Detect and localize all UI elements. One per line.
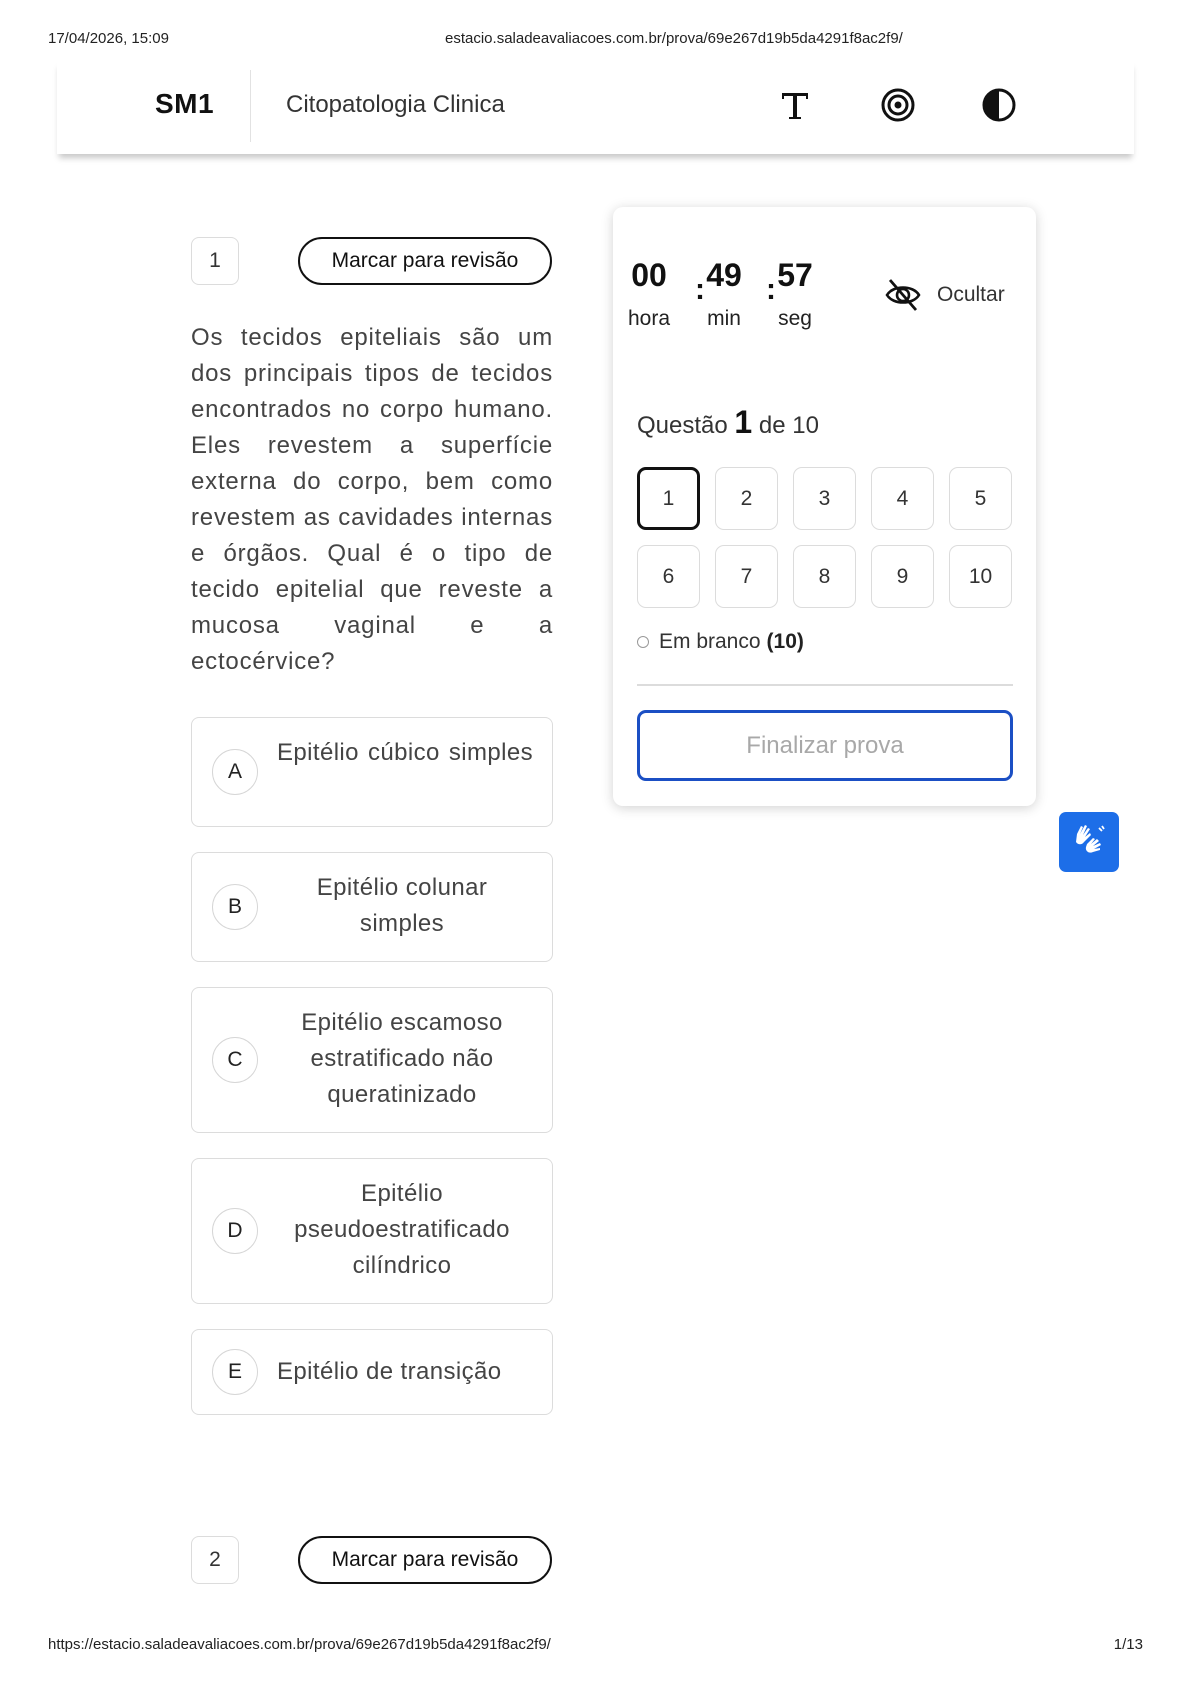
legend-blank xyxy=(637,630,804,654)
progress-suffix: de 10 xyxy=(758,412,819,439)
option-d[interactable] xyxy=(191,1158,553,1304)
panel-divider xyxy=(637,684,1013,686)
option-letter: A xyxy=(212,749,258,795)
option-a[interactable] xyxy=(191,717,553,827)
exam-panel xyxy=(613,207,1036,806)
nav-question-4[interactable]: 4 xyxy=(871,467,934,530)
print-page-indicator: 1/13 xyxy=(1113,1636,1143,1653)
option-text: Epitélio de transição xyxy=(277,1358,502,1385)
libras-button[interactable] xyxy=(1059,812,1119,872)
timer-seconds: 57 xyxy=(777,257,813,293)
font-size-icon xyxy=(778,88,812,122)
app-header xyxy=(57,60,1134,154)
nav-question-6[interactable]: 6 xyxy=(637,545,700,608)
blank-dot-icon xyxy=(637,636,649,648)
question-number: 2 xyxy=(191,1536,239,1584)
brand-logo: SM1 xyxy=(155,88,215,119)
option-letter: C xyxy=(212,1037,258,1083)
option-letter: D xyxy=(212,1208,258,1254)
legend-label: Em branco xyxy=(659,630,761,653)
timer-minutes-label: min xyxy=(707,307,741,330)
focus-mode-button[interactable] xyxy=(875,82,921,128)
option-c[interactable] xyxy=(191,987,553,1133)
print-datetime: 17/04/2026, 15:09 xyxy=(48,30,169,47)
nav-question-9[interactable]: 9 xyxy=(871,545,934,608)
mark-review-button[interactable]: Marcar para revisão xyxy=(298,1536,552,1584)
question-text: Os tecidos epiteliais são um dos principais tipos de tecidos encontrados no corpo humano. Eles revestem a superfície externa do corpo, bem como revestem as cavidades internas e órgãos. Qual é o tipo de tecido epitelial que reveste a mucosa vaginal e a ectocérvice? xyxy=(191,324,553,675)
question-progress xyxy=(637,404,819,441)
nav-question-2[interactable]: 2 xyxy=(715,467,778,530)
contrast-button[interactable] xyxy=(976,82,1022,128)
timer-separator: : xyxy=(766,273,776,306)
option-text: Epitélio pseudoestratificado cilíndrico xyxy=(294,1180,510,1279)
timer-minutes: 49 xyxy=(706,257,742,293)
option-text: Epitélio escamoso estratificado não queratinizado xyxy=(301,1009,503,1108)
timer-hours-label: hora xyxy=(627,307,671,330)
hide-timer-label: Ocultar xyxy=(937,283,1005,306)
nav-question-3[interactable]: 3 xyxy=(793,467,856,530)
font-size-button[interactable] xyxy=(772,82,818,128)
progress-prefix: Questão xyxy=(637,412,728,439)
mark-review-button[interactable]: Marcar para revisão xyxy=(298,237,552,285)
sign-language-hands-icon xyxy=(1069,822,1109,862)
option-letter: B xyxy=(212,884,258,930)
timer-separator: : xyxy=(695,273,705,306)
option-text: Epitélio cúbico simples xyxy=(277,739,533,766)
option-text: Epitélio colunar simples xyxy=(316,874,488,937)
nav-question-10[interactable]: 10 xyxy=(949,545,1012,608)
course-title: Citopatologia Clinica xyxy=(286,91,505,118)
print-url-top: estacio.saladeavaliacoes.com.br/prova/69e267d19b5da4291f8ac2f9/ xyxy=(445,30,903,47)
question-number: 1 xyxy=(191,237,239,285)
hide-timer-button[interactable] xyxy=(883,273,1005,317)
print-url-bottom: https://estacio.saladeavaliacoes.com.br/prova/69e267d19b5da4291f8ac2f9/ xyxy=(48,1636,551,1653)
target-icon xyxy=(880,87,916,123)
option-e[interactable] xyxy=(191,1329,553,1415)
option-letter: E xyxy=(212,1349,258,1395)
nav-question-8[interactable]: 8 xyxy=(793,545,856,608)
header-divider xyxy=(250,70,251,142)
timer-hours: 00 xyxy=(631,257,667,293)
nav-question-1[interactable]: 1 xyxy=(637,467,700,530)
contrast-icon xyxy=(981,87,1017,123)
finish-exam-button[interactable]: Finalizar prova xyxy=(637,710,1013,781)
option-b[interactable] xyxy=(191,852,553,962)
progress-current: 1 xyxy=(734,404,753,440)
nav-question-5[interactable]: 5 xyxy=(949,467,1012,530)
timer-seconds-label: seg xyxy=(778,307,812,330)
eye-off-icon xyxy=(883,275,923,315)
legend-count: (10) xyxy=(766,630,804,653)
nav-question-7[interactable]: 7 xyxy=(715,545,778,608)
